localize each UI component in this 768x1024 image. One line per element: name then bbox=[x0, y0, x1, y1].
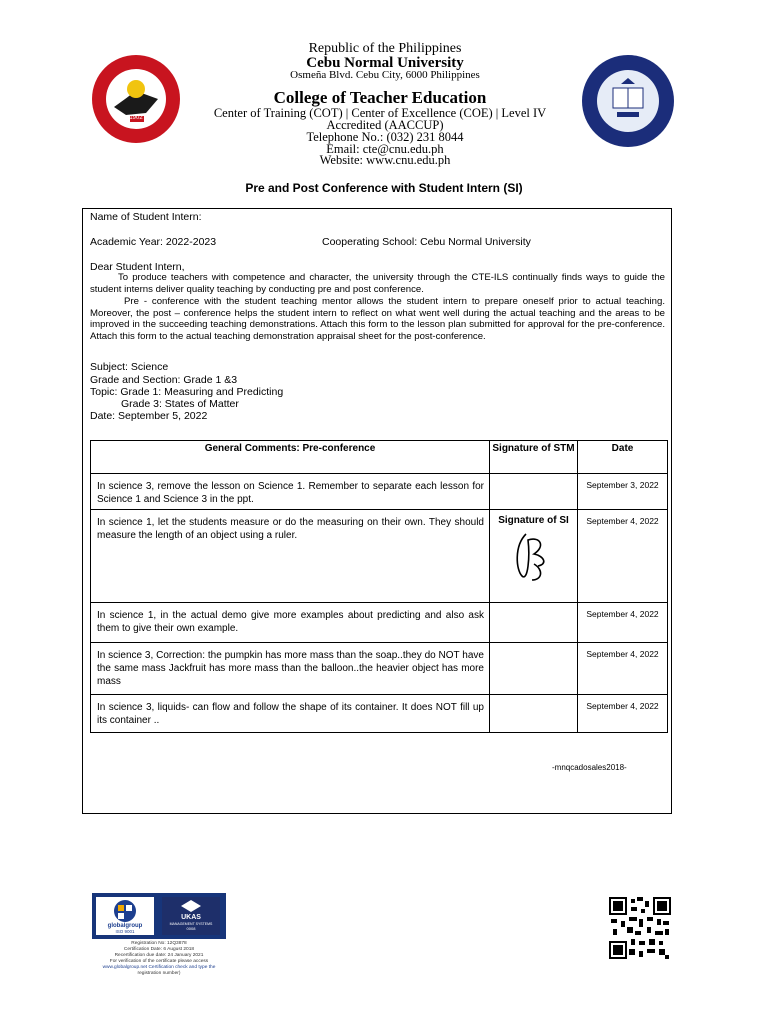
form-date: Date: September 5, 2022 bbox=[90, 410, 208, 422]
date-cell: September 3, 2022 bbox=[578, 474, 668, 510]
credit-text: -mnqcadosales2018- bbox=[552, 763, 627, 772]
reg-line: Certification Date: 6 August 2018 bbox=[123, 947, 195, 952]
globalgroup-text: globalgroup bbox=[107, 923, 143, 929]
globalgroup-logo bbox=[96, 897, 154, 935]
reg-line: www.globalgroup.net Certification check and type the bbox=[102, 965, 216, 970]
header-republic: Republic of the Philippines bbox=[308, 41, 462, 56]
header-address: Osmeña Blvd. Cebu City, 6000 Philippines bbox=[290, 69, 480, 81]
date-cell: September 4, 2022 bbox=[578, 643, 668, 695]
header-general-comments: General Comments: Pre-conference bbox=[91, 441, 490, 474]
header-centers: Center of Training (COT) | Center of Excellence (COE) | Level IV bbox=[213, 106, 547, 120]
ukas-sub: MANAGEMENT SYSTEMS bbox=[169, 922, 213, 926]
comments-table bbox=[90, 440, 668, 733]
certification-logo bbox=[92, 893, 226, 939]
header-signature-stm: Signature of STM bbox=[490, 441, 578, 474]
signature-cell bbox=[490, 603, 578, 643]
form-title: Pre and Post Conference with Student Intern (SI) bbox=[245, 181, 523, 195]
table-row bbox=[91, 603, 668, 643]
name-label: Name of Student Intern: bbox=[90, 211, 202, 223]
date-cell: September 4, 2022 bbox=[578, 695, 668, 733]
comment-cell: In science 1, let the students measure or do the measuring on their own. They should measure the length of an object using a ruler. bbox=[91, 510, 490, 603]
cnu-seal-logo bbox=[92, 55, 180, 143]
signature-si-label: Signature of SI bbox=[498, 515, 569, 526]
seal-year: 1902 bbox=[129, 115, 143, 121]
qr-code-icon bbox=[609, 897, 671, 959]
reg-line: Registration No: 12Q3878 bbox=[131, 941, 187, 946]
registration-info bbox=[92, 941, 226, 977]
ukas-text: UKAS bbox=[181, 914, 201, 921]
table-row bbox=[91, 695, 668, 733]
header-date: Date bbox=[578, 441, 668, 474]
table-row bbox=[91, 474, 668, 510]
signature-cell bbox=[490, 474, 578, 510]
salutation: Dear Student Intern, bbox=[90, 261, 185, 273]
reg-line: For verification of the certificate please access bbox=[109, 959, 209, 964]
comment-cell: In science 3, Correction: the pumpkin has more mass than the soap..they do NOT have the same mass Jackfruit has more mass than the balloon..the heavier object has more mass bbox=[91, 643, 490, 695]
topic-grade-1: Topic: Grade 1: Measuring and Predicting bbox=[90, 386, 284, 398]
header-website: Website: www.cnu.edu.ph bbox=[319, 153, 451, 167]
comment-cell: In science 1, in the actual demo give more examples about predicting and also ask them to give their own example. bbox=[91, 603, 490, 643]
ukas-logo bbox=[162, 897, 220, 935]
cte-seal-logo bbox=[582, 55, 674, 147]
date-cell: September 4, 2022 bbox=[578, 603, 668, 643]
signature-cell bbox=[490, 643, 578, 695]
table-row bbox=[91, 510, 668, 603]
iso-text: ISO 9001 bbox=[115, 929, 135, 934]
table-row bbox=[91, 643, 668, 695]
date-cell: September 4, 2022 bbox=[578, 510, 668, 603]
cooperating-school: Cooperating School: Cebu Normal University bbox=[322, 236, 531, 248]
header-telephone: Telephone No.: (032) 231 8044 bbox=[306, 130, 464, 144]
header-accredited: Accredited (AACCUP) bbox=[326, 118, 444, 132]
signature-si-cell bbox=[490, 510, 578, 603]
paragraph-1: To produce teachers with competence and character, the university through the CTE-ILS continually finds ways to guide the student interns deliver quality teaching by conducting pre and post conference. bbox=[90, 272, 665, 295]
table-header-row bbox=[91, 441, 668, 474]
grade-section: Grade and Section: Grade 1 &3 bbox=[90, 374, 238, 386]
header-email: Email: cte@cnu.edu.ph bbox=[326, 142, 444, 156]
header-university: Cebu Normal University bbox=[306, 55, 464, 71]
comment-cell: In science 3, remove the lesson on Science 1. Remember to separate each lesson for Science 1 and Science 3 in the ppt. bbox=[91, 474, 490, 510]
subject: Subject: Science bbox=[90, 361, 169, 373]
signature-cell bbox=[490, 695, 578, 733]
ukas-number: 0008 bbox=[186, 926, 196, 931]
topic-grade-3: Grade 3: States of Matter bbox=[121, 398, 239, 410]
paragraph-2: Pre - conference with the student teaching mentor allows the student intern to prepare oneself prior to actual teaching. Moreover, the post – conference helps the student intern to reflect on what went well during the actual teaching and the areas to be improved in the succeeding teaching demonstrations. Attach this form to the lesson plan submitted for approval for the pre-conference. Attach this form to the actual teaching demonstration appraisal sheet for the post-conference. bbox=[90, 296, 665, 342]
reg-line: Recertification due date: 24 January 2021 bbox=[114, 953, 204, 958]
academic-year: Academic Year: 2022-2023 bbox=[90, 236, 217, 248]
reg-line: registration number) bbox=[137, 971, 181, 976]
comment-cell: In science 3, liquids- can flow and follow the shape of its container. It does NOT fill up its container .. bbox=[91, 695, 490, 733]
header-college: College of Teacher Education bbox=[273, 88, 487, 107]
signature-scribble-icon bbox=[504, 526, 564, 586]
